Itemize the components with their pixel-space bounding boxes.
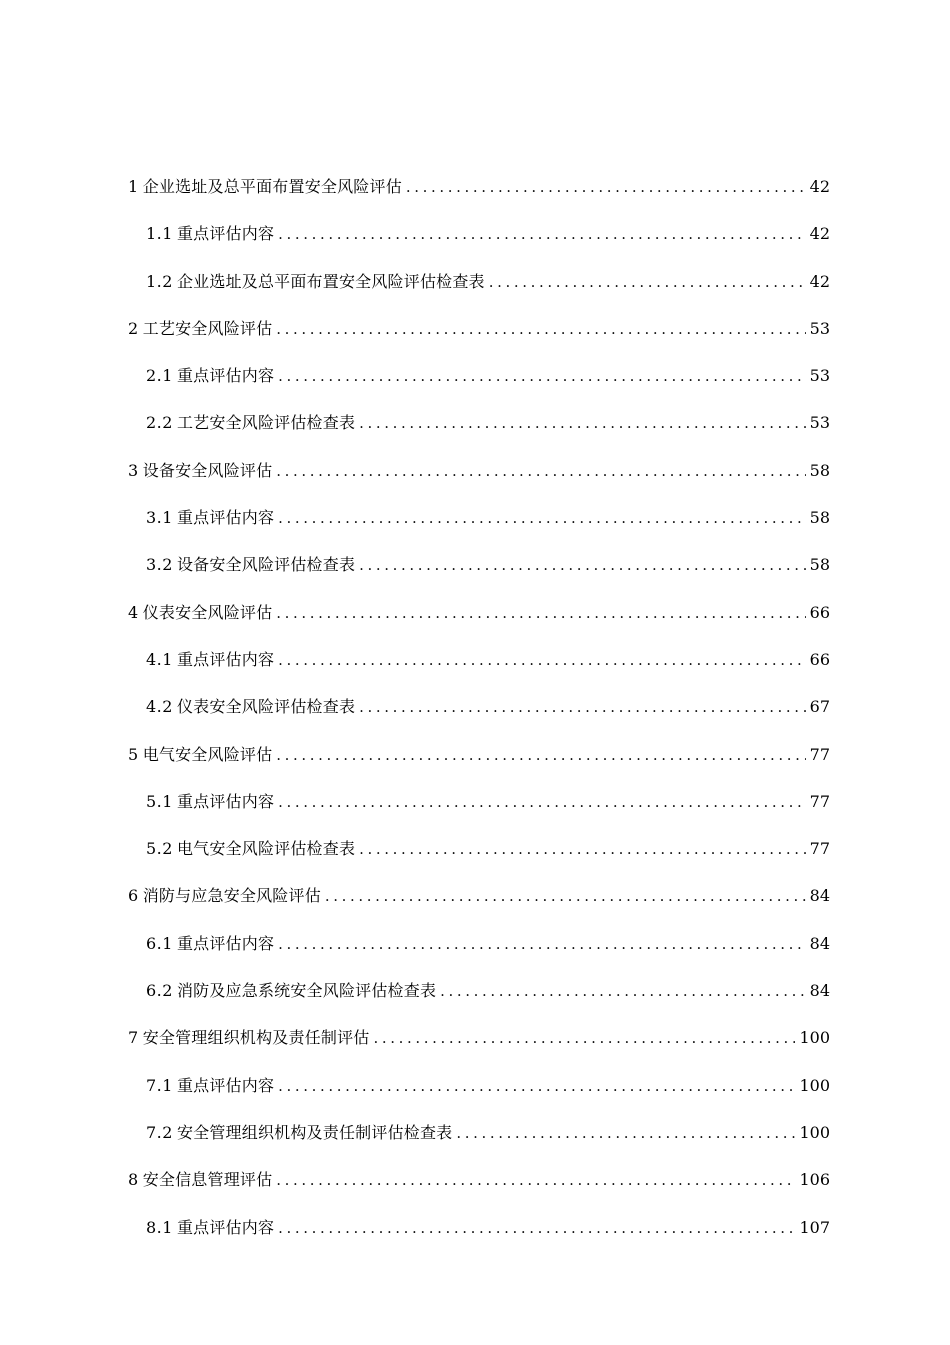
toc-page-number: 84 xyxy=(809,981,830,1001)
toc-line xyxy=(146,931,830,957)
toc-entry-title: 重点评估内容 xyxy=(176,649,275,669)
toc-entry-title: 仪表安全风险评估检查表 xyxy=(176,697,356,717)
toc-line xyxy=(146,836,830,862)
toc-dot-leader xyxy=(359,836,805,862)
toc-dot-leader xyxy=(456,1120,795,1146)
toc-entry[interactable] xyxy=(0,458,950,505)
toc-entry-title: 重点评估内容 xyxy=(176,933,275,953)
toc-line xyxy=(128,316,830,342)
toc-page-number: 66 xyxy=(809,649,830,669)
toc-entry[interactable] xyxy=(0,363,950,410)
toc-entry-number: 2 xyxy=(128,318,139,338)
toc-page-number: 67 xyxy=(809,697,830,717)
toc-line xyxy=(146,269,830,295)
toc-page-number: 58 xyxy=(809,508,830,528)
toc-entry-title: 安全信息管理评估 xyxy=(142,1170,273,1190)
toc-entry[interactable] xyxy=(0,1025,950,1072)
toc-entry[interactable] xyxy=(0,931,950,978)
toc-dot-leader xyxy=(276,1167,795,1193)
toc-dot-leader xyxy=(278,363,805,389)
toc-line xyxy=(146,1120,830,1146)
toc-entry[interactable] xyxy=(0,505,950,552)
toc-line xyxy=(146,647,830,673)
toc-entry[interactable] xyxy=(0,269,950,316)
toc-line xyxy=(146,410,830,436)
toc-entry-number: 1.2 xyxy=(146,271,173,291)
toc-entry[interactable] xyxy=(0,410,950,457)
toc-entry-title: 工艺安全风险评估检查表 xyxy=(176,413,356,433)
toc-entry-title: 安全管理组织机构及责任制评估 xyxy=(142,1028,370,1048)
toc-dot-leader xyxy=(325,883,806,909)
toc-page-number: 42 xyxy=(809,271,830,291)
toc-entry-number: 2.1 xyxy=(146,366,173,386)
toc-dot-leader xyxy=(278,1073,795,1099)
toc-page-number: 77 xyxy=(809,744,830,764)
toc-entry-title: 重点评估内容 xyxy=(176,224,275,244)
toc-line xyxy=(128,883,830,909)
toc-line xyxy=(128,174,830,200)
toc-page-number: 53 xyxy=(809,413,830,433)
toc-entry-number: 7.1 xyxy=(146,1075,173,1095)
toc-entry-title: 消防及应急系统安全风险评估检查表 xyxy=(176,981,437,1001)
toc-dot-leader xyxy=(276,458,805,484)
toc-page-number: 100 xyxy=(799,1122,830,1142)
toc-entry[interactable] xyxy=(0,1120,950,1167)
toc-entry-number: 7 xyxy=(128,1028,139,1048)
toc-dot-leader xyxy=(278,505,805,531)
toc-entry[interactable] xyxy=(0,836,950,883)
toc-line xyxy=(128,1167,830,1193)
toc-line xyxy=(146,505,830,531)
toc-page-number: 53 xyxy=(809,318,830,338)
toc-entry[interactable] xyxy=(0,221,950,268)
toc-entry-number: 1.1 xyxy=(146,224,173,244)
toc-entry-number: 2.2 xyxy=(146,413,173,433)
toc-page-number: 84 xyxy=(809,886,830,906)
toc-dot-leader xyxy=(406,174,806,200)
toc-entry-number: 3.1 xyxy=(146,508,173,528)
toc-entry-title: 重点评估内容 xyxy=(176,791,275,811)
toc-entry-number: 5 xyxy=(128,744,139,764)
toc-page-number: 77 xyxy=(809,791,830,811)
toc-dot-leader xyxy=(359,552,805,578)
toc-line xyxy=(146,1215,830,1241)
toc-line xyxy=(146,363,830,389)
toc-entry-number: 4.2 xyxy=(146,697,173,717)
toc-entry-number: 4.1 xyxy=(146,649,173,669)
toc-entry-number: 8.1 xyxy=(146,1217,173,1237)
toc-dot-leader xyxy=(278,647,805,673)
toc-page-number: 42 xyxy=(809,224,830,244)
toc-page-number: 66 xyxy=(809,602,830,622)
toc-dot-leader xyxy=(359,410,805,436)
toc-line xyxy=(146,789,830,815)
toc-entry[interactable] xyxy=(0,647,950,694)
toc-entry[interactable] xyxy=(0,1167,950,1214)
toc-entry-number: 4 xyxy=(128,602,139,622)
toc-line xyxy=(128,458,830,484)
toc-entry-title: 企业选址及总平面布置安全风险评估检查表 xyxy=(176,271,485,291)
toc-entry[interactable] xyxy=(0,600,950,647)
toc-entry-title: 设备安全风险评估检查表 xyxy=(176,555,356,575)
toc-dot-leader xyxy=(278,789,805,815)
toc-entry[interactable] xyxy=(0,1215,950,1262)
toc-entry-title: 工艺安全风险评估 xyxy=(142,318,273,338)
toc-line xyxy=(128,742,830,768)
toc-dot-leader xyxy=(489,269,806,295)
toc-page-number: 42 xyxy=(809,177,830,196)
toc-entry-title: 重点评估内容 xyxy=(176,1217,275,1237)
toc-entry-title: 仪表安全风险评估 xyxy=(142,602,273,622)
toc-page-number: 107 xyxy=(799,1217,830,1237)
toc-dot-leader xyxy=(276,742,805,768)
toc-page-number: 100 xyxy=(799,1075,830,1095)
toc-page-number: 100 xyxy=(799,1028,830,1048)
toc-entry-title: 电气安全风险评估检查表 xyxy=(176,839,356,859)
toc-entry-number: 1 xyxy=(128,177,139,196)
toc-entry-title: 重点评估内容 xyxy=(176,508,275,528)
toc-line xyxy=(128,600,830,626)
toc-entry-title: 电气安全风险评估 xyxy=(142,744,273,764)
toc-line xyxy=(146,552,830,578)
toc-dot-leader xyxy=(278,221,805,247)
toc-entry[interactable] xyxy=(0,174,950,221)
toc-entry-number: 3 xyxy=(128,460,139,480)
table-of-contents xyxy=(0,174,950,1262)
toc-entry-title: 企业选址及总平面布置安全风险评估 xyxy=(142,177,402,196)
toc-page-number: 77 xyxy=(809,839,830,859)
toc-entry[interactable] xyxy=(0,789,950,836)
toc-line xyxy=(146,1073,830,1099)
toc-page-number: 53 xyxy=(809,366,830,386)
toc-entry-number: 6.1 xyxy=(146,933,173,953)
toc-entry-title: 重点评估内容 xyxy=(176,1075,275,1095)
toc-dot-leader xyxy=(276,600,805,626)
toc-entry[interactable] xyxy=(0,883,950,930)
toc-line xyxy=(146,694,830,720)
toc-dot-leader xyxy=(276,316,805,342)
toc-entry-number: 5.2 xyxy=(146,839,173,859)
toc-page-number: 58 xyxy=(809,555,830,575)
toc-dot-leader xyxy=(374,1025,796,1051)
toc-entry[interactable] xyxy=(0,978,950,1025)
toc-entry-title: 重点评估内容 xyxy=(176,366,275,386)
toc-entry-number: 3.2 xyxy=(146,555,173,575)
toc-dot-leader xyxy=(278,931,805,957)
toc-entry-title: 设备安全风险评估 xyxy=(142,460,273,480)
toc-page-number: 84 xyxy=(809,933,830,953)
toc-line xyxy=(146,978,830,1004)
toc-page-number: 58 xyxy=(809,460,830,480)
toc-dot-leader xyxy=(278,1215,795,1241)
toc-entry[interactable] xyxy=(0,552,950,599)
toc-line xyxy=(146,221,830,247)
toc-dot-leader xyxy=(359,694,805,720)
toc-entry-number: 7.2 xyxy=(146,1122,173,1142)
toc-entry-number: 6.2 xyxy=(146,981,173,1001)
toc-page-number: 106 xyxy=(799,1170,830,1190)
toc-entry[interactable] xyxy=(0,742,950,789)
toc-entry-title: 安全管理组织机构及责任制评估检查表 xyxy=(176,1122,453,1142)
toc-entry[interactable] xyxy=(0,694,950,741)
toc-line xyxy=(128,1025,830,1051)
toc-entry[interactable] xyxy=(0,1073,950,1120)
toc-entry-title: 消防与应急安全风险评估 xyxy=(142,886,321,906)
toc-entry-number: 5.1 xyxy=(146,791,173,811)
toc-entry-number: 8 xyxy=(128,1170,139,1190)
toc-entry[interactable] xyxy=(0,316,950,363)
toc-dot-leader xyxy=(440,978,805,1004)
toc-entry-number: 6 xyxy=(128,886,139,906)
